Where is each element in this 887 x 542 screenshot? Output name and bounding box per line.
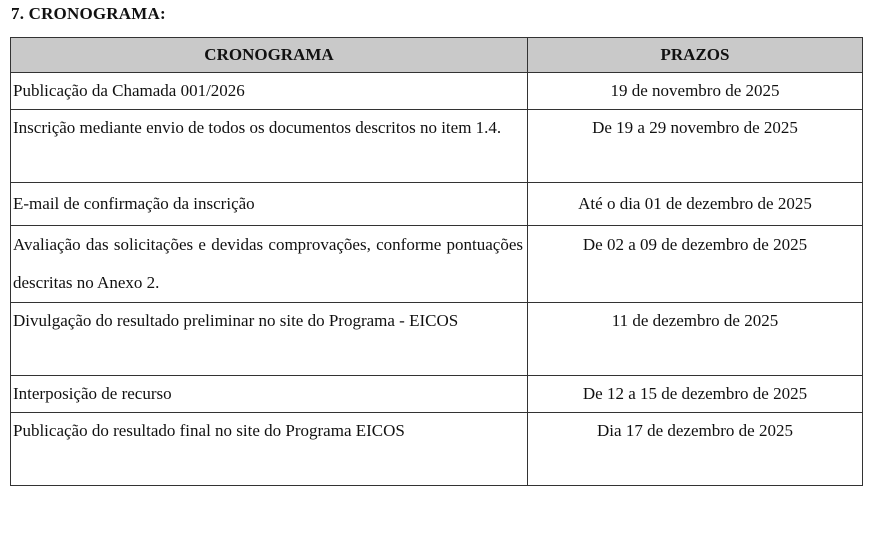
section-heading: 7. CRONOGRAMA:: [11, 4, 166, 23]
activity-text: Publicação da Chamada 001/2026: [13, 81, 245, 100]
activity-cell: [11, 226, 528, 303]
deadline-cell: [528, 226, 863, 303]
activity-cell: [11, 73, 528, 110]
activity-text: Publicação do resultado final no site do Programa EICOS: [13, 421, 405, 440]
deadline-text: De 02 a 09 de dezembro de 2025: [582, 235, 808, 254]
activity-text: Interposição de recurso: [13, 384, 172, 403]
activity-text: Inscrição mediante envio de todos os documentos descritos no item 1.4.: [13, 118, 502, 137]
activity-text: Divulgação do resultado preliminar no site do Programa - EICOS: [13, 311, 459, 330]
table-row: [11, 303, 863, 376]
activity-cell: [11, 376, 528, 413]
column-header-deadline: PRAZOS: [528, 38, 863, 73]
deadline-text: De 12 a 15 de dezembro de 2025: [582, 384, 808, 403]
deadline-cell: [528, 73, 863, 110]
activity-text: Avaliação das solicitações e devidas comprovações, conforme pontuações descritas no Anexo 2.: [13, 235, 523, 292]
deadline-cell: [528, 303, 863, 376]
deadline-text: De 19 a 29 novembro de 2025: [592, 118, 798, 137]
deadline-text: 19 de novembro de 2025: [610, 81, 780, 100]
schedule-table: [10, 37, 863, 486]
deadline-text: Dia 17 de dezembro de 2025: [597, 421, 793, 440]
deadline-text: 11 de dezembro de 2025: [611, 311, 779, 330]
deadline-cell: [528, 110, 863, 183]
deadline-cell: [528, 183, 863, 226]
table-row: [11, 376, 863, 413]
table-row: [11, 413, 863, 486]
activity-cell: [11, 183, 528, 226]
column-header-activity: CRONOGRAMA: [11, 38, 528, 73]
table-row: [11, 110, 863, 183]
table-row: [11, 183, 863, 226]
deadline-cell: [528, 376, 863, 413]
activity-text: E-mail de confirmação da inscrição: [13, 194, 255, 213]
table-row: [11, 226, 863, 303]
deadline-cell: [528, 413, 863, 486]
activity-cell: [11, 110, 528, 183]
table-row: [11, 73, 863, 110]
deadline-text: Até o dia 01 de dezembro de 2025: [578, 194, 812, 213]
activity-cell: [11, 413, 528, 486]
activity-cell: [11, 303, 528, 376]
table-header-row: [11, 38, 863, 73]
